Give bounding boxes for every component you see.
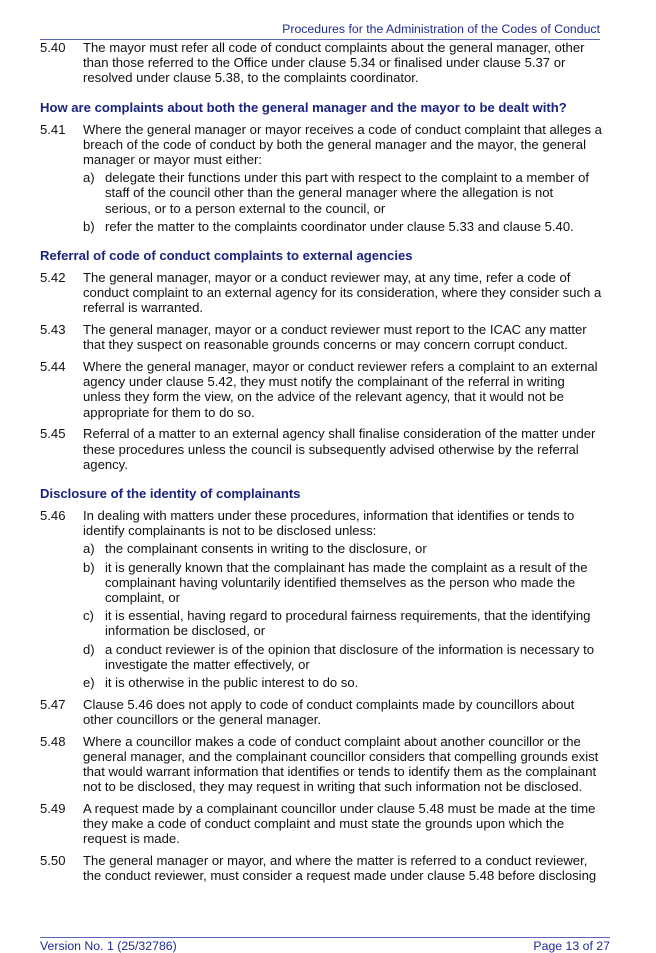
list-item-letter: e)	[83, 675, 95, 690]
clause-number: 5.40	[40, 40, 66, 55]
page-content	[40, 40, 602, 890]
page-number: Page 13 of 27	[533, 939, 610, 953]
clause-number: 5.43	[40, 322, 66, 338]
clause-5-45	[40, 426, 602, 472]
running-header	[40, 22, 600, 40]
list-item-text: it is generally known that the complainant has made the complaint as a result of the complainant having voluntarily identified themselves as the person who made the complaint, or	[105, 559, 588, 605]
clause-text: A request made by a complainant councillor under clause 5.48 must be made at the time they make a code of conduct complaint and must state the grounds upon which the request is made.	[83, 800, 596, 847]
clause-text: Where a councillor makes a code of conduct complaint about another councillor or the general manager, and the complainant councillor considers that compelling grounds exist that would warrant information that identifies or tends to identify them as the complainant not to be disclosed, they may request in writing that such information not be disclosed.	[83, 733, 599, 795]
clause-5-50	[40, 853, 602, 883]
list-item	[83, 560, 602, 606]
clause-5-41	[40, 122, 602, 234]
list-item-text: refer the matter to the complaints coordinator under clause 5.33 and clause 5.40.	[105, 218, 574, 234]
clause-number: 5.42	[40, 270, 66, 286]
document-title: Procedures for the Administration of the Codes of Conduct	[282, 22, 600, 36]
list-item-letter: b)	[83, 218, 95, 234]
clause-5-43	[40, 322, 602, 352]
clause-text: In dealing with matters under these procedures, information that identifies or tends to identify complainants is not to be disclosed unless:	[83, 507, 575, 539]
list-item-letter: c)	[83, 608, 94, 624]
list-item	[83, 642, 602, 672]
clause-text: Referral of a matter to an external agency shall finalise consideration of the matter under these procedures unless the council is subsequently advised otherwise by the referral agency.	[83, 426, 596, 472]
clause-5-49	[40, 801, 602, 847]
list-item-text: a conduct reviewer is of the opinion that disclosure of the information is necessary to investigate the matter effectively, or	[105, 641, 595, 672]
list-item	[83, 170, 602, 216]
clause-text: The general manager, mayor or a conduct reviewer may, at any time, refer a code of conduct complaint to an external agency for its consideration, where they consider such a referral is warranted.	[83, 270, 602, 316]
list-item	[83, 608, 602, 638]
clause-number: 5.41	[40, 121, 66, 137]
list-item-letter: a)	[83, 170, 95, 186]
clause-number: 5.50	[40, 853, 66, 869]
clause-5-42	[40, 270, 602, 316]
clause-5-46	[40, 508, 602, 690]
clause-text: The general manager or mayor, and where the matter is referred to a conduct reviewer, the conduct reviewer, must consider a request made under clause 5.48 before disclosing	[83, 853, 597, 884]
list-item-text: it is otherwise in the public interest to do so.	[105, 675, 359, 690]
clause-5-47	[40, 697, 602, 727]
section-heading-external-agencies: Referral of code of conduct complaints to external agencies	[40, 248, 413, 264]
list-item-text: it is essential, having regard to procedural fairness requirements, that the identifying information be disclosed, or	[105, 608, 591, 639]
clause-number: 5.46	[40, 507, 66, 523]
list-item	[83, 541, 602, 556]
clause-text: Clause 5.46 does not apply to code of conduct complaints made by councillors about other councillors or the general manager.	[83, 696, 575, 727]
list-item-text: delegate their functions under this part with respect to the complaint to a member of staff of the council other than the general manager where the allegation is not serious, or to a person external to the council, or	[105, 170, 590, 216]
clause-number: 5.47	[40, 696, 66, 712]
list-item-letter: a)	[83, 541, 95, 557]
clause-text: The mayor must refer all code of conduct complaints about the general manager, other than those referred to the Office under clause 5.34 or finalised under clause 5.37 or resolved under clause 5.38, to the complaints coordinator.	[83, 40, 585, 86]
running-footer	[40, 937, 610, 953]
version-number: Version No. 1 (25/32786)	[40, 939, 177, 953]
list-item-letter: d)	[83, 641, 95, 657]
list-item	[83, 675, 602, 690]
clause-text: Where the general manager or mayor receives a code of conduct complaint that alleges a breach of the code of conduct by both the general manager and the mayor, the general manager or mayor must either:	[83, 121, 602, 168]
clause-number: 5.44	[40, 359, 66, 375]
list-item-letter: b)	[83, 559, 95, 575]
section-heading-disclosure: Disclosure of the identity of complainants	[40, 485, 301, 501]
list-item	[83, 219, 602, 234]
list-item-text: the complainant consents in writing to the disclosure, or	[105, 541, 427, 557]
clause-5-40	[40, 40, 602, 86]
clause-5-44	[40, 359, 602, 420]
clause-number: 5.49	[40, 800, 66, 816]
clause-number: 5.48	[40, 733, 66, 749]
clause-5-48	[40, 734, 602, 795]
clause-text: Where the general manager, mayor or conduct reviewer refers a complaint to an external agency under clause 5.42, they must notify the complainant of the referral in writing unless they form the view, on the advice of the relevant agency, that it would not be appropriate for them to do so.	[83, 359, 598, 420]
clause-number: 5.45	[40, 426, 66, 442]
clause-text: The general manager, mayor or a conduct reviewer must report to the ICAC any matter that they suspect on reasonable grounds concerns or may concern corrupt conduct.	[83, 322, 587, 353]
section-heading-gm-and-mayor: How are complaints about both the general manager and the mayor to be dealt with?	[40, 99, 567, 115]
